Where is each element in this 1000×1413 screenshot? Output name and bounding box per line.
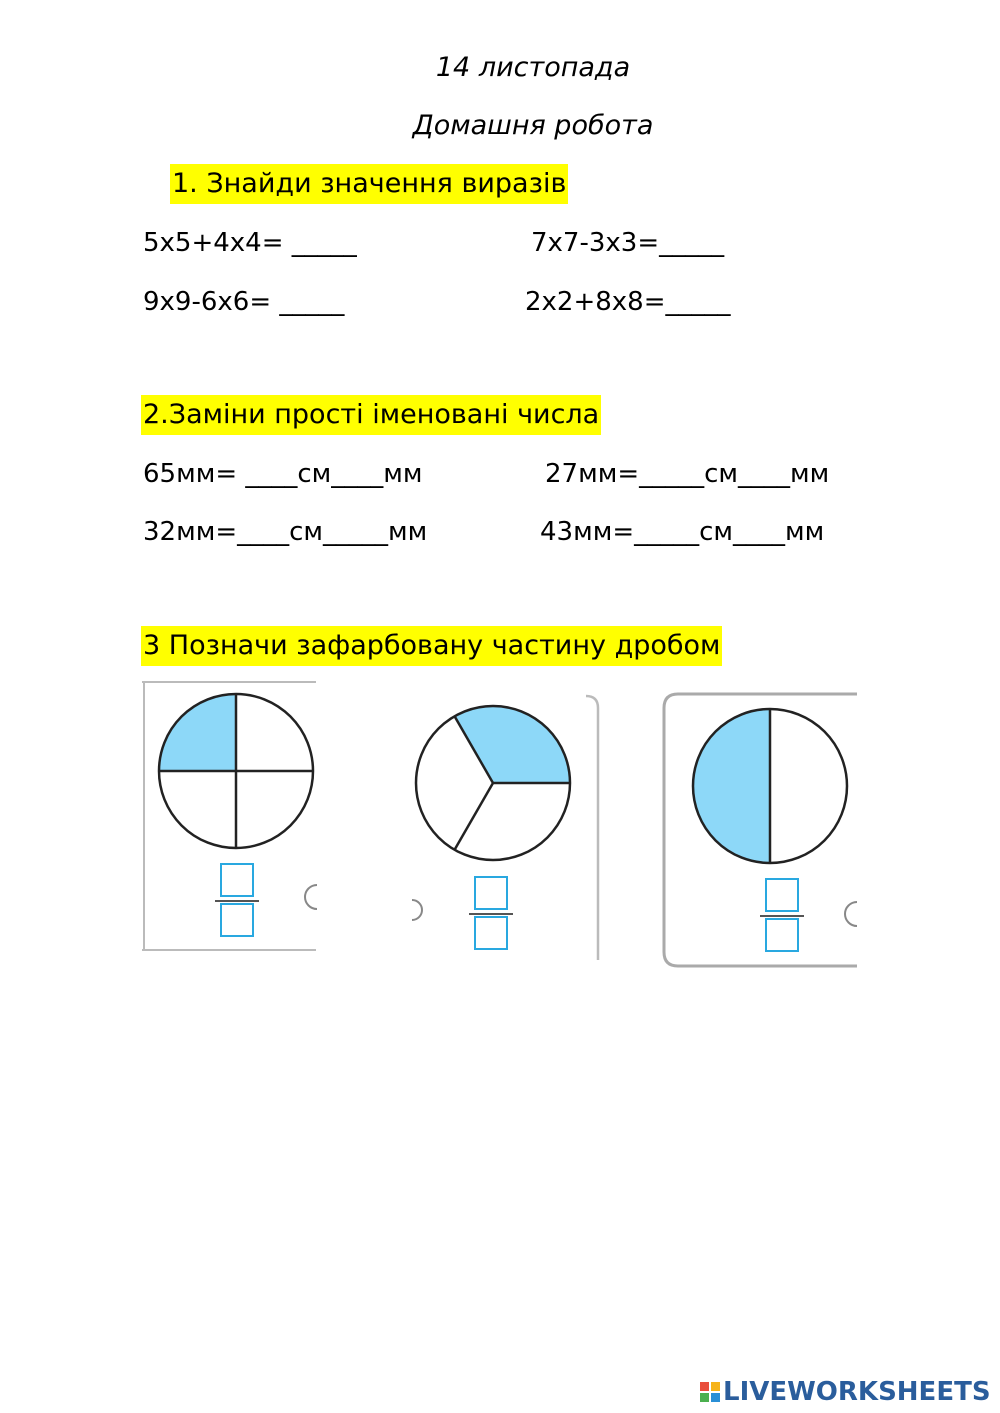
section-3-heading: 3 Позначи зафарбовану частину дробом — [141, 626, 722, 666]
fraction-card-quarters — [142, 680, 317, 952]
expression-1: 5x5+4x4= _____ — [143, 228, 357, 258]
conversion-3: 32мм=____см_____мм — [143, 517, 428, 547]
numerator-input[interactable] — [474, 876, 508, 910]
logo-text: LIVEWORKSHEETS — [723, 1377, 991, 1407]
fraction-card-halves — [662, 692, 857, 968]
conversion-2: 27мм=_____см____мм — [545, 459, 830, 489]
fraction-card-thirds — [410, 694, 600, 962]
section-1-heading: 1. Знайди значення виразів — [170, 164, 568, 204]
expression-3: 9x9-6x6= _____ — [143, 287, 345, 317]
numerator-input[interactable] — [765, 878, 799, 912]
expression-2: 7x7-3x3=_____ — [531, 228, 725, 258]
date: 14 листопада — [435, 52, 631, 83]
page-title: Домашня робота — [412, 110, 654, 141]
liveworksheets-logo — [700, 1377, 991, 1407]
circle-halves — [662, 692, 857, 968]
fraction-bar — [215, 900, 259, 902]
fraction-bar — [760, 915, 804, 917]
numerator-input[interactable] — [220, 863, 254, 897]
denominator-input[interactable] — [474, 916, 508, 950]
expression-4: 2x2+8x8=_____ — [525, 287, 731, 317]
section-2-heading: 2.Заміни прості іменовані числа — [141, 395, 601, 435]
fraction-bar — [469, 913, 513, 915]
denominator-input[interactable] — [220, 903, 254, 937]
conversion-1: 65мм= ____см____мм — [143, 459, 423, 489]
logo-icon — [700, 1382, 720, 1402]
denominator-input[interactable] — [765, 918, 799, 952]
conversion-4: 43мм=_____см____мм — [540, 517, 825, 547]
